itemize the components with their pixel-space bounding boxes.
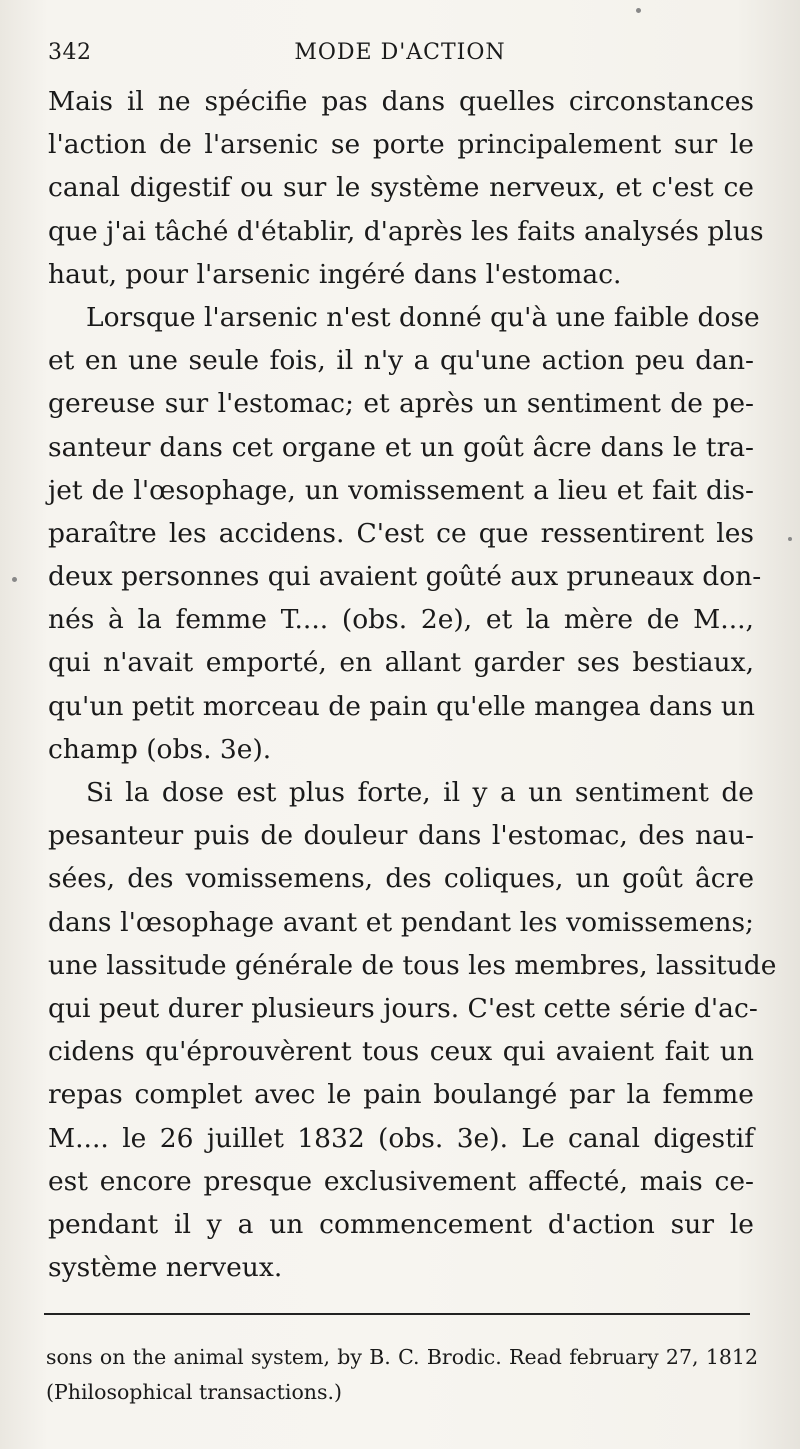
- page-number: 342: [48, 40, 92, 65]
- text-line: une lassitude générale de tous les membres, lassitude: [48, 949, 777, 981]
- text-line: système nerveux.: [48, 1252, 283, 1284]
- text-line: pendant il y a un commencement d'action sur le: [48, 1208, 754, 1240]
- text-line: canal digestif ou sur le système nerveux, et c'est ce: [48, 172, 754, 204]
- text-line: cidens qu'éprouvèrent tous ceux qui avaient fait un: [48, 1036, 754, 1068]
- paragraph-1: [48, 80, 764, 296]
- text-line: nés à la femme T.... (obs. 2e), et la mère de M...,: [48, 604, 754, 636]
- paper-speck: [12, 577, 17, 582]
- text-line: repas complet avec le pain boulangé par la femme: [48, 1079, 754, 1111]
- text-line: haut, pour l'arsenic ingéré dans l'estomac.: [48, 258, 622, 290]
- text-line: dans l'œsophage avant et pendant les vomissemens;: [48, 906, 754, 938]
- text-line: est encore presque exclusivement affecté, mais ce-: [48, 1165, 754, 1197]
- text-line: pesanteur puis de douleur dans l'estomac, des nau-: [48, 820, 754, 852]
- footnote-divider: [44, 1313, 750, 1315]
- text-line: Si la dose est plus forte, il y a un sentiment de: [86, 777, 754, 808]
- page-header: [48, 38, 752, 72]
- text-line: gereuse sur l'estomac; et après un sentiment de pe-: [48, 388, 754, 420]
- paper-speck: [636, 8, 641, 13]
- footnote: [46, 1340, 758, 1410]
- paragraph-2: [48, 296, 762, 771]
- text-line: santeur dans cet organe et un goût âcre dans le tra-: [48, 431, 754, 463]
- footnote-line: sons on the animal system, by B. C. Brodic. Read february 27, 1812: [46, 1345, 758, 1369]
- footnote-line: (Philosophical transactions.): [46, 1380, 343, 1404]
- text-line: champ (obs. 3e).: [48, 733, 272, 765]
- text-line: jet de l'œsophage, un vomissement a lieu et fait dis-: [48, 474, 754, 506]
- text-line: et en une seule fois, il n'y a qu'une action peu dan-: [48, 345, 754, 377]
- text-line: Mais il ne spécifie pas dans quelles circonstances: [48, 86, 754, 117]
- text-line: qui n'avait emporté, en allant garder ses bestiaux,: [48, 647, 754, 679]
- text-line: qui peut durer plusieurs jours. C'est cette série d'ac-: [48, 992, 758, 1024]
- paragraph-3: [48, 771, 777, 1289]
- text-line: sées, des vomissemens, des coliques, un goût âcre: [48, 863, 754, 895]
- running-title: MODE D'ACTION: [294, 40, 506, 65]
- text-line: que j'ai tâché d'établir, d'après les faits analysés plus: [48, 215, 764, 247]
- paper-speck: [788, 537, 792, 541]
- text-line: deux personnes qui avaient goûté aux pruneaux don-: [48, 561, 762, 593]
- text-line: Lorsque l'arsenic n'est donné qu'à une faible dose: [86, 301, 760, 333]
- text-line: paraître les accidens. C'est ce que ressentirent les: [48, 517, 754, 549]
- text-line: qu'un petit morceau de pain qu'elle mangea dans un: [48, 690, 755, 722]
- text-line: M.... le 26 juillet 1832 (obs. 3e). Le canal digestif: [48, 1122, 754, 1154]
- body-text: [48, 80, 777, 1289]
- text-line: l'action de l'arsenic se porte principalement sur le: [48, 129, 754, 161]
